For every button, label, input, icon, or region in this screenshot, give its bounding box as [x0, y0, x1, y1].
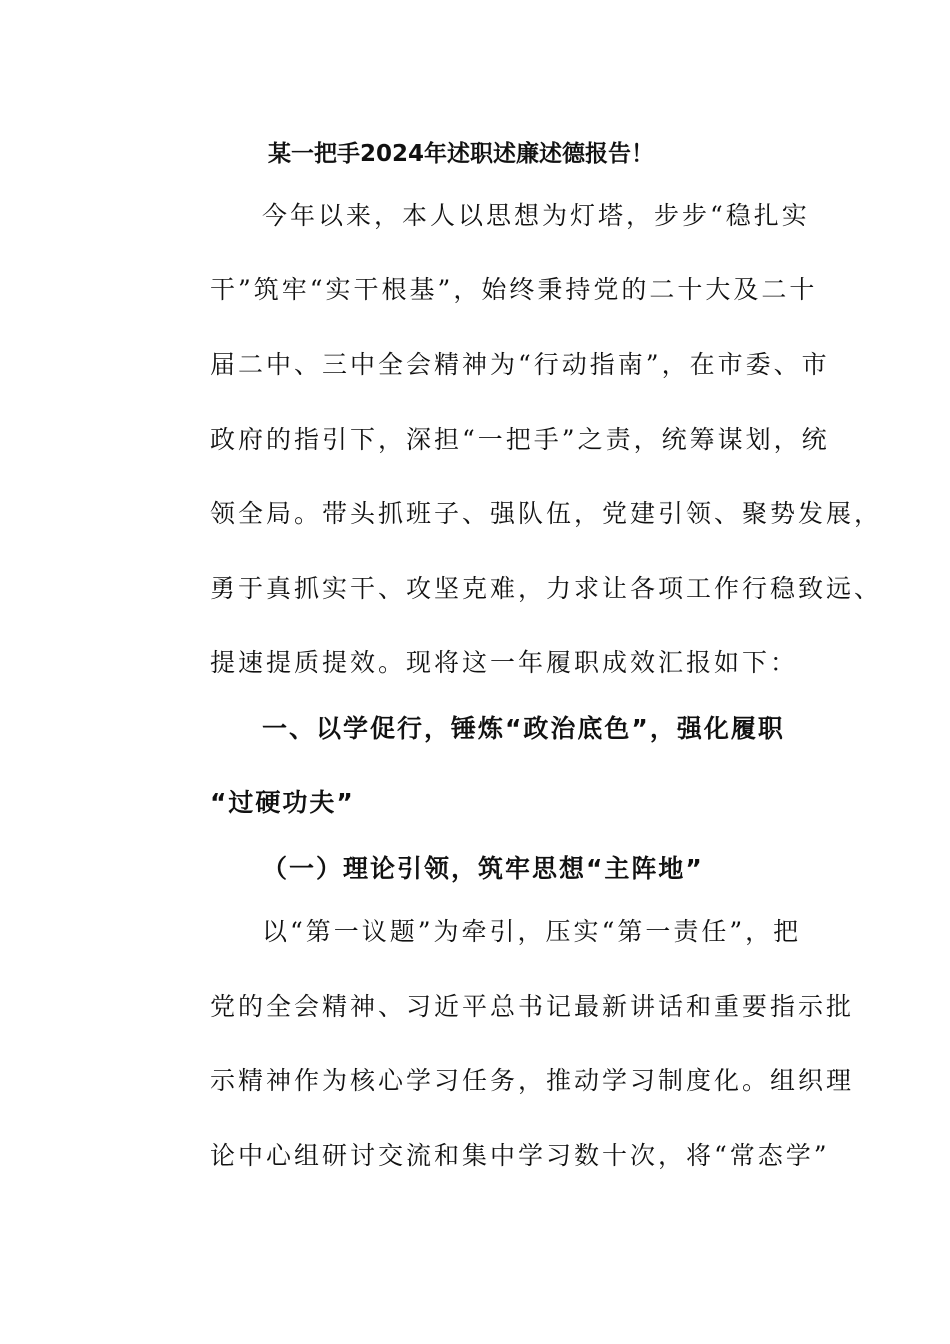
paragraph-line: 论中心组研讨交流和集中学习数十次，将“常态学” — [210, 1141, 830, 1170]
paragraph-line: 以“第一议题”为牵引，压实“第一责任”，把 — [262, 917, 802, 946]
document-title: 某一把手2024年述职述廉述德报告！ — [268, 141, 655, 167]
section-heading-line: “过硬功夫” — [210, 788, 355, 817]
section-heading-line: 一、以学促行，锤炼“政治底色”，强化履职 — [262, 714, 785, 743]
paragraph-line: 勇于真抓实干、攻坚克难，力求让各项工作行稳致远、 — [210, 574, 883, 603]
paragraph-line: 党的全会精神、习近平总书记最新讲话和重要指示批 — [210, 992, 855, 1021]
paragraph-line: 示精神作为核心学习任务，推动学习制度化。组织理 — [210, 1066, 855, 1095]
paragraph-line: 届二中、三中全会精神为“行动指南”，在市委、市 — [210, 350, 830, 379]
subsection-heading: （一）理论引领，筑牢思想“主阵地” — [262, 854, 704, 883]
paragraph-line: 政府的指引下，深担“一把手”之责，统筹谋划，统 — [210, 425, 830, 454]
paragraph-line: 领全局。带头抓班子、强队伍，党建引领、聚势发展， — [210, 499, 883, 528]
paragraph-line: 提速提质提效。现将这一年履职成效汇报如下： — [210, 648, 799, 677]
paragraph-line: 今年以来，本人以思想为灯塔，步步“稳扎实 — [262, 201, 810, 230]
paragraph-line: 干”筑牢“实干根基”，始终秉持党的二十大及二十 — [210, 275, 818, 304]
